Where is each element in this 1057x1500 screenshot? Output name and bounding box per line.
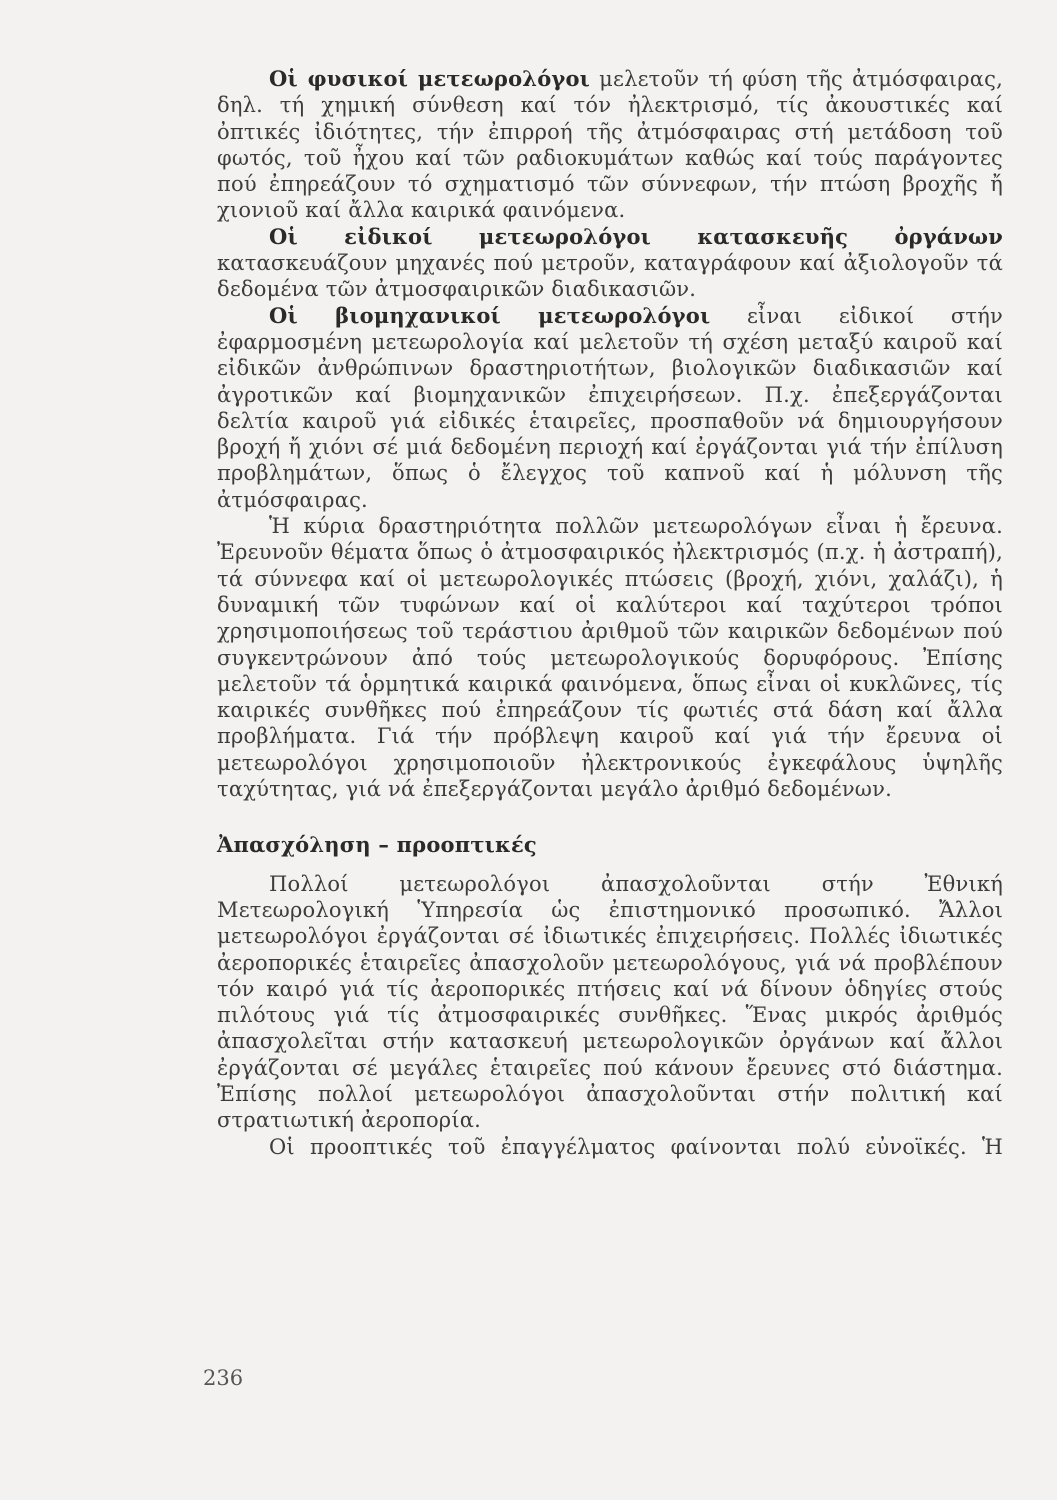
paragraph-research xyxy=(217,513,1003,802)
paragraph-employment xyxy=(217,871,1003,1134)
paragraph-text: Ἡ κύρια δραστηριότητα πολλῶν μετεωρολόγων εἶναι ἡ ἔρευνα. Ἐρευνοῦν θέματα ὅπως ὁ ἀτμοσφαιρικός ἠλεκτρισμός (π.χ. ἡ ἀστραπή), τά σύννεφα καί οἱ μετεωρολογικές πτώσεις (βροχή, χιόνι, χαλάζι), ἡ δυναμική τῶν τυφώνων καί οἱ καλύτεροι καί ταχύτεροι τρόποι χρησιμοποιήσεως τοῦ τεράστιου ἀριθμοῦ τῶν καιρικῶν δεδομένων πού συγκεντρώνουν ἀπό τούς μετεωρολογικούς δορυφόρους. Ἐπίσης μελετοῦν τά ὁρμητικά καιρικά φαινόμενα, ὅπως εἶναι οἱ κυκλῶνες, τίς καιρικές συνθῆκες πού ἐπηρεάζουν τίς φωτιές στά δάση καί ἄλλα προβλήματα. Γιά τήν πρόβλεψη καιροῦ καί γιά τήν ἔρευνα οἱ μετεωρολόγοι χρησιμοποιοῦν ἠλεκτρονικούς ἐγκεφάλους ὑψηλῆς ταχύτητας, γιά νά ἐπεξεργάζονται μεγάλο ἀριθμό δεδομένων. xyxy=(217,514,1003,802)
paragraph-instrument-meteorologists xyxy=(217,224,1003,303)
term-physical-meteorologists: Οἱ φυσικοί μετεωρολόγοι xyxy=(269,66,591,91)
paragraph-text: Οἱ προοπτικές τοῦ ἐπαγγέλματος φαίνονται πολύ εὐνοϊκές. Ἡ xyxy=(269,1134,1003,1159)
paragraph-prospects xyxy=(217,1134,1003,1160)
term-instrument-meteorologists: Οἱ εἰδικοί μετεωρολόγοι κατασκευῆς ὀργάνων xyxy=(269,223,1003,249)
paragraph-text: εἶναι εἰδικοί στήν ἐφαρμοσμένη μετεωρολογία καί μελετοῦν τή σχέση μεταξύ καιροῦ καί εἰδικῶν ἀνθρώπινων δραστηριοτήτων, βιολογικῶν διαδικασιῶν καί ἀγροτικῶν καί βιομηχανικῶν ἐπιχειρήσεων. Π.χ. ἐπεξεργάζονται δελτία καιροῦ γιά εἰδικές ἑταιρεῖες, προσπαθοῦν νά δημιουργήσουν βροχή ἤ χιόνι σέ μιά δεδομένη περιοχή καί ἐργάζονται γιά τήν ἐπίλυση προβλημάτων, ὅπως ὁ ἔλεγχος τοῦ καπνοῦ καί ἡ μόλυνση τῆς ἀτμόσφαιρας. xyxy=(217,303,1003,512)
body-text xyxy=(217,66,1003,1160)
paragraph-physical-meteorologists xyxy=(217,66,1003,224)
paragraph-text: κατασκευάζουν μηχανές πού μετροῦν, καταγράφουν καί ἀξιολογοῦν τά δεδομένα τῶν ἀτμοσφαιρικῶν διαδικασιῶν. xyxy=(217,251,1003,302)
page-number: 236 xyxy=(203,1366,244,1390)
paragraph-text: Πολλοί μετεωρολόγοι ἀπασχολοῦνται στήν Ἐθνική Μετεωρολογική Ὑπηρεσία ὡς ἐπιστημονικό προσωπικό. Ἄλλοι μετεωρολόγοι ἐργάζονται σέ ἰδιωτικές ἐπιχειρήσεις. Πολλές ἰδιωτικές ἀεροπορικές ἑταιρεῖες ἀπασχολοῦν μετεωρολόγους, γιά νά προβλέπουν τόν καιρό γιά τίς ἀεροπορικές πτήσεις καί νά δίνουν ὁδηγίες στούς πιλότους γιά τίς ἀτμοσφαιρικές συνθῆκες. Ἕνας μικρός ἀριθμός ἀπασχολεῖται στήν κατασκευή μετεωρολογικῶν ὀργάνων καί ἄλλοι ἐργάζονται σέ μεγάλες ἑταιρεῖες πού κάνουν ἔρευνες στό διάστημα. Ἐπίσης πολλοί μετεωρολόγοι ἀπασχολοῦνται στήν πολιτική καί στρατιωτική ἀεροπορία. xyxy=(217,871,1003,1133)
paragraph-text: μελετοῦν τή φύση τῆς ἀτμόσφαιρας, δηλ. τή χημική σύνθεση καί τόν ἠλεκτρισμό, τίς ἀκουστικές καί ὀπτικές ἰδιότητες, τήν ἐπιρροή τῆς ἀτμόσφαιρας στή μετάδοση τοῦ φωτός, τοῦ ἦχου καί τῶν ραδιοκυμάτων καθώς καί τούς παράγοντες πού ἐπηρεάζουν τό σχηματισμό τῶν σύννεφων, τήν πτώση βροχῆς ἤ χιονιοῦ καί ἄλλα καιρικά φαινόμενα. xyxy=(217,67,1003,223)
term-industrial-meteorologists: Οἱ βιομηχανικοί μετεωρολόγοι xyxy=(269,302,711,328)
paragraph-industrial-meteorologists xyxy=(217,303,1003,513)
section-heading: Ἀπασχόληση – προοπτικές xyxy=(217,832,537,858)
